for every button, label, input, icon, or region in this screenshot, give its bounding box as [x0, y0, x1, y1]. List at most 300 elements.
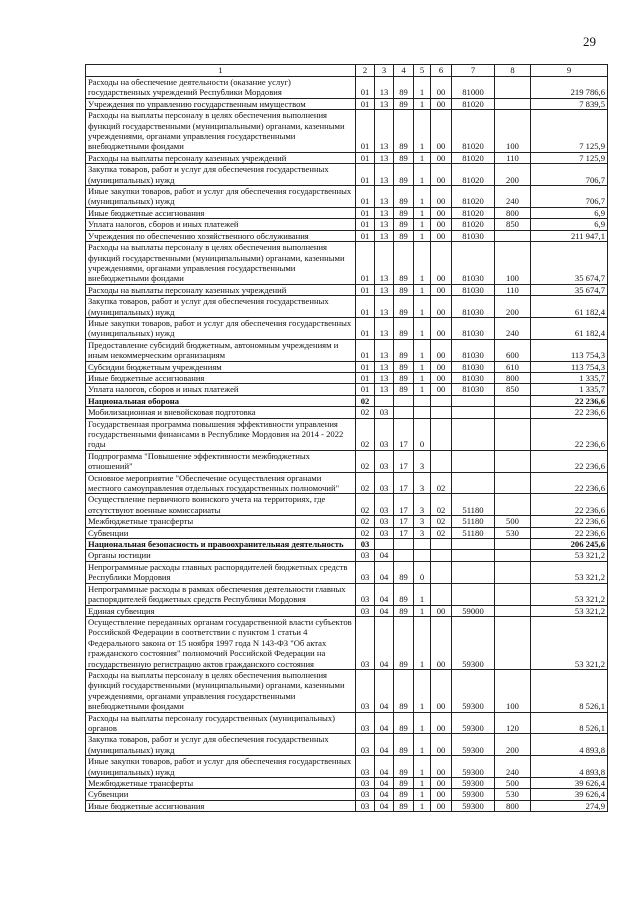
direction-cell — [452, 561, 495, 583]
program-cell: 17 — [394, 516, 414, 527]
item-name-cell: Расходы на выплаты персоналу государственных (муниципальных) органов — [86, 712, 356, 734]
direction-cell: 59300 — [452, 756, 495, 778]
expense-type-cell: 110 — [495, 152, 531, 163]
program-cell: 89 — [394, 712, 414, 734]
amount-cell: 35 674,7 — [531, 242, 608, 285]
program-cell: 89 — [394, 164, 414, 186]
table-row — [86, 186, 608, 208]
direction-cell — [452, 395, 495, 406]
amount-cell: 7 125,9 — [531, 152, 608, 163]
direction-cell: 59300 — [452, 789, 495, 800]
direction-cell: 59300 — [452, 669, 495, 712]
table-row — [86, 152, 608, 163]
subprogram-cell: 3 — [414, 494, 431, 516]
amount-cell: 22 236,6 — [531, 472, 608, 494]
direction-cell: 81030 — [452, 339, 495, 361]
subsection-cell: 03 — [375, 516, 394, 527]
program-cell: 89 — [394, 384, 414, 395]
table-row — [86, 242, 608, 285]
expense-type-cell — [495, 616, 531, 669]
table-row — [86, 450, 608, 472]
expense-type-cell — [495, 605, 531, 616]
table-row — [86, 418, 608, 450]
section-cell: 01 — [356, 339, 375, 361]
measure-cell — [431, 450, 452, 472]
program-cell: 89 — [394, 616, 414, 669]
subsection-cell: 13 — [375, 98, 394, 109]
header-cell: 9 — [531, 65, 608, 77]
program-cell — [394, 539, 414, 550]
program-cell: 89 — [394, 756, 414, 778]
subsection-cell: 04 — [375, 550, 394, 561]
subsection-cell: 04 — [375, 583, 394, 605]
amount-cell: 6,9 — [531, 219, 608, 230]
expense-type-cell — [495, 77, 531, 99]
expense-type-cell: 530 — [495, 527, 531, 538]
table-row — [86, 561, 608, 583]
table-row — [86, 296, 608, 318]
subprogram-cell — [414, 539, 431, 550]
expense-type-cell: 500 — [495, 778, 531, 789]
measure-cell: 00 — [431, 669, 452, 712]
subprogram-cell: 1 — [414, 605, 431, 616]
section-cell: 03 — [356, 734, 375, 756]
expense-type-cell: 850 — [495, 219, 531, 230]
item-name-cell: Органы юстиции — [86, 550, 356, 561]
section-cell: 03 — [356, 583, 375, 605]
program-cell: 89 — [394, 372, 414, 383]
direction-cell: 81030 — [452, 372, 495, 383]
subsection-cell: 03 — [375, 472, 394, 494]
header-cell: 4 — [394, 65, 414, 77]
table-row — [86, 407, 608, 418]
expense-type-cell — [495, 494, 531, 516]
table-row — [86, 317, 608, 339]
direction-cell — [452, 407, 495, 418]
section-cell: 03 — [356, 712, 375, 734]
direction-cell — [452, 418, 495, 450]
expense-type-cell: 240 — [495, 317, 531, 339]
measure-cell: 00 — [431, 230, 452, 241]
subprogram-cell: 1 — [414, 207, 431, 218]
amount-cell: 7 125,9 — [531, 110, 608, 153]
table-row — [86, 616, 608, 669]
section-cell: 01 — [356, 77, 375, 99]
item-name-cell: Осуществление первичного воинского учета на территориях, где отсутствуют военные комиссариаты — [86, 494, 356, 516]
direction-cell: 81030 — [452, 296, 495, 318]
expense-type-cell — [495, 230, 531, 241]
direction-cell: 81020 — [452, 164, 495, 186]
amount-cell: 113 754,3 — [531, 361, 608, 372]
table-row — [86, 207, 608, 218]
expense-type-cell: 800 — [495, 800, 531, 811]
measure-cell: 00 — [431, 339, 452, 361]
item-name-cell: Уплата налогов, сборов и иных платежей — [86, 384, 356, 395]
expense-type-cell: 100 — [495, 242, 531, 285]
expense-type-cell: 110 — [495, 284, 531, 295]
subprogram-cell: 0 — [414, 561, 431, 583]
subsection-cell: 04 — [375, 800, 394, 811]
measure-cell: 00 — [431, 778, 452, 789]
measure-cell — [431, 583, 452, 605]
item-name-cell: Иные закупки товаров, работ и услуг для обеспечения государственных (муниципальных) нужд — [86, 317, 356, 339]
amount-cell: 22 236,6 — [531, 407, 608, 418]
subsection-cell: 03 — [375, 450, 394, 472]
direction-cell: 81000 — [452, 77, 495, 99]
amount-cell: 22 236,6 — [531, 527, 608, 538]
table-row — [86, 372, 608, 383]
amount-cell: 706,7 — [531, 164, 608, 186]
section-cell: 01 — [356, 230, 375, 241]
item-name-cell: Основное мероприятие "Обеспечение осуществления органами местного самоуправления отдельных государственных полномочий" — [86, 472, 356, 494]
measure-cell — [431, 418, 452, 450]
subsection-cell: 13 — [375, 284, 394, 295]
expense-type-cell: 800 — [495, 372, 531, 383]
subprogram-cell: 1 — [414, 77, 431, 99]
table-row — [86, 734, 608, 756]
measure-cell: 00 — [431, 110, 452, 153]
subsection-cell: 04 — [375, 756, 394, 778]
section-cell: 02 — [356, 418, 375, 450]
measure-cell: 00 — [431, 317, 452, 339]
item-name-cell: Расходы на выплаты персоналу в целях обеспечения выполнения функций государственными (муниципальными) органами, казенными учреждениями, органами управления государственными внебюджетными фондами — [86, 669, 356, 712]
program-cell: 17 — [394, 527, 414, 538]
item-name-cell: Иные закупки товаров, работ и услуг для обеспечения государственных (муниципальных) нужд — [86, 756, 356, 778]
subsection-cell: 13 — [375, 361, 394, 372]
direction-cell: 59300 — [452, 734, 495, 756]
direction-cell: 81020 — [452, 110, 495, 153]
table-row — [86, 527, 608, 538]
table-row — [86, 669, 608, 712]
subsection-cell: 13 — [375, 207, 394, 218]
subsection-cell: 13 — [375, 186, 394, 208]
measure-cell — [431, 395, 452, 406]
program-cell: 89 — [394, 284, 414, 295]
item-name-cell: Закупка товаров, работ и услуг для обеспечения государственных (муниципальных) нужд — [86, 296, 356, 318]
amount-cell: 706,7 — [531, 186, 608, 208]
direction-cell — [452, 539, 495, 550]
subsection-cell: 04 — [375, 669, 394, 712]
header-row — [86, 65, 608, 77]
section-cell: 02 — [356, 527, 375, 538]
measure-cell: 00 — [431, 242, 452, 285]
subsection-cell: 03 — [375, 494, 394, 516]
header-cell: 1 — [86, 65, 356, 77]
expense-type-cell — [495, 450, 531, 472]
program-cell: 89 — [394, 734, 414, 756]
subprogram-cell: 1 — [414, 712, 431, 734]
subprogram-cell — [414, 550, 431, 561]
program-cell: 89 — [394, 230, 414, 241]
section-cell: 03 — [356, 550, 375, 561]
measure-cell: 00 — [431, 164, 452, 186]
subsection-cell: 04 — [375, 734, 394, 756]
subprogram-cell: 1 — [414, 789, 431, 800]
measure-cell: 00 — [431, 734, 452, 756]
expense-type-cell: 200 — [495, 296, 531, 318]
expense-type-cell — [495, 550, 531, 561]
amount-cell: 219 786,6 — [531, 77, 608, 99]
program-cell: 89 — [394, 186, 414, 208]
direction-cell: 81020 — [452, 152, 495, 163]
item-name-cell: Предоставление субсидий бюджетным, автономным учреждениям и иным некоммерческим организациям — [86, 339, 356, 361]
amount-cell: 8 526,1 — [531, 712, 608, 734]
measure-cell: 00 — [431, 384, 452, 395]
item-name-cell: Закупка товаров, работ и услуг для обеспечения государственных (муниципальных) нужд — [86, 164, 356, 186]
item-name-cell: Учреждения по обеспечению хозяйственного обслуживания — [86, 230, 356, 241]
subsection-cell: 13 — [375, 219, 394, 230]
amount-cell: 4 893,8 — [531, 756, 608, 778]
expense-type-cell: 610 — [495, 361, 531, 372]
measure-cell: 00 — [431, 207, 452, 218]
section-cell: 01 — [356, 284, 375, 295]
amount-cell: 35 674,7 — [531, 284, 608, 295]
expense-type-cell: 240 — [495, 756, 531, 778]
item-name-cell: Расходы на обеспечение деятельности (оказание услуг) государственных учреждений Республики Мордовия — [86, 77, 356, 99]
subprogram-cell: 1 — [414, 384, 431, 395]
expense-type-cell: 100 — [495, 669, 531, 712]
direction-cell: 81030 — [452, 317, 495, 339]
amount-cell: 22 236,6 — [531, 395, 608, 406]
item-name-cell: Учреждения по управлению государственным имуществом — [86, 98, 356, 109]
section-cell: 01 — [356, 98, 375, 109]
direction-cell: 59300 — [452, 800, 495, 811]
expense-type-cell: 200 — [495, 734, 531, 756]
subprogram-cell: 1 — [414, 616, 431, 669]
item-name-cell: Межбюджетные трансферты — [86, 516, 356, 527]
subsection-cell: 13 — [375, 372, 394, 383]
table-row — [86, 230, 608, 241]
program-cell: 89 — [394, 583, 414, 605]
measure-cell: 00 — [431, 77, 452, 99]
item-name-cell: Межбюджетные трансферты — [86, 778, 356, 789]
amount-cell: 1 335,7 — [531, 372, 608, 383]
direction-cell: 81030 — [452, 230, 495, 241]
amount-cell: 53 321,2 — [531, 616, 608, 669]
direction-cell — [452, 472, 495, 494]
measure-cell — [431, 407, 452, 418]
measure-cell: 00 — [431, 800, 452, 811]
subsection-cell: 04 — [375, 561, 394, 583]
amount-cell: 7 839,5 — [531, 98, 608, 109]
section-cell: 02 — [356, 407, 375, 418]
expense-type-cell: 800 — [495, 207, 531, 218]
program-cell: 89 — [394, 242, 414, 285]
measure-cell — [431, 550, 452, 561]
expense-type-cell: 100 — [495, 110, 531, 153]
program-cell: 17 — [394, 472, 414, 494]
amount-cell: 53 321,2 — [531, 605, 608, 616]
section-cell: 02 — [356, 450, 375, 472]
amount-cell: 22 236,6 — [531, 494, 608, 516]
expense-type-cell — [495, 583, 531, 605]
measure-cell: 00 — [431, 284, 452, 295]
table-row — [86, 98, 608, 109]
measure-cell: 00 — [431, 372, 452, 383]
amount-cell: 22 236,6 — [531, 418, 608, 450]
measure-cell: 02 — [431, 494, 452, 516]
subsection-cell: 03 — [375, 418, 394, 450]
table-row — [86, 164, 608, 186]
direction-cell: 81020 — [452, 98, 495, 109]
direction-cell: 51180 — [452, 516, 495, 527]
header-cell: 3 — [375, 65, 394, 77]
subsection-cell: 13 — [375, 152, 394, 163]
section-cell: 01 — [356, 361, 375, 372]
item-name-cell: Субвенции — [86, 527, 356, 538]
measure-cell: 00 — [431, 712, 452, 734]
subprogram-cell: 1 — [414, 734, 431, 756]
subprogram-cell: 1 — [414, 778, 431, 789]
direction-cell: 51180 — [452, 494, 495, 516]
subprogram-cell: 1 — [414, 800, 431, 811]
item-name-cell: Субвенции — [86, 789, 356, 800]
program-cell: 89 — [394, 361, 414, 372]
program-cell: 89 — [394, 207, 414, 218]
expense-type-cell: 850 — [495, 384, 531, 395]
section-cell: 03 — [356, 539, 375, 550]
subprogram-cell — [414, 407, 431, 418]
table-row — [86, 472, 608, 494]
subprogram-cell: 1 — [414, 756, 431, 778]
section-cell: 03 — [356, 800, 375, 811]
measure-cell: 00 — [431, 98, 452, 109]
direction-cell — [452, 450, 495, 472]
table-row — [86, 800, 608, 811]
measure-cell — [431, 539, 452, 550]
program-cell: 17 — [394, 418, 414, 450]
subprogram-cell: 3 — [414, 472, 431, 494]
subsection-cell — [375, 539, 394, 550]
expense-type-cell: 600 — [495, 339, 531, 361]
amount-cell: 1 335,7 — [531, 384, 608, 395]
subprogram-cell: 3 — [414, 450, 431, 472]
measure-cell: 00 — [431, 361, 452, 372]
header-cell: 2 — [356, 65, 375, 77]
item-name-cell: Расходы на выплаты персоналу казенных учреждений — [86, 152, 356, 163]
direction-cell: 81030 — [452, 242, 495, 285]
program-cell: 89 — [394, 317, 414, 339]
program-cell: 89 — [394, 219, 414, 230]
measure-cell: 02 — [431, 516, 452, 527]
subprogram-cell: 1 — [414, 230, 431, 241]
program-cell: 89 — [394, 789, 414, 800]
section-cell: 01 — [356, 317, 375, 339]
section-cell: 01 — [356, 164, 375, 186]
subprogram-cell: 1 — [414, 98, 431, 109]
header-cell: 8 — [495, 65, 531, 77]
subsection-cell: 13 — [375, 384, 394, 395]
expense-type-cell — [495, 561, 531, 583]
amount-cell: 53 321,2 — [531, 561, 608, 583]
item-name-cell: Расходы на выплаты персоналу казенных учреждений — [86, 284, 356, 295]
measure-cell: 00 — [431, 186, 452, 208]
table-row — [86, 361, 608, 372]
direction-cell: 81020 — [452, 219, 495, 230]
expense-type-cell — [495, 98, 531, 109]
measure-cell: 00 — [431, 789, 452, 800]
amount-cell: 274,9 — [531, 800, 608, 811]
subprogram-cell: 1 — [414, 317, 431, 339]
amount-cell: 39 626,4 — [531, 778, 608, 789]
expense-type-cell — [495, 418, 531, 450]
subprogram-cell: 0 — [414, 418, 431, 450]
direction-cell: 81030 — [452, 361, 495, 372]
subsection-cell: 04 — [375, 789, 394, 800]
subsection-cell: 13 — [375, 164, 394, 186]
expense-type-cell: 500 — [495, 516, 531, 527]
subprogram-cell: 1 — [414, 339, 431, 361]
amount-cell: 53 321,2 — [531, 583, 608, 605]
direction-cell: 59300 — [452, 712, 495, 734]
section-cell: 03 — [356, 669, 375, 712]
subsection-cell: 03 — [375, 407, 394, 418]
amount-cell: 8 526,1 — [531, 669, 608, 712]
program-cell: 89 — [394, 605, 414, 616]
measure-cell: 00 — [431, 756, 452, 778]
direction-cell: 81030 — [452, 384, 495, 395]
section-cell: 01 — [356, 110, 375, 153]
program-cell: 89 — [394, 98, 414, 109]
table-row — [86, 756, 608, 778]
program-cell: 89 — [394, 77, 414, 99]
item-name-cell: Единая субвенция — [86, 605, 356, 616]
amount-cell: 53 321,2 — [531, 550, 608, 561]
subsection-cell: 03 — [375, 527, 394, 538]
subprogram-cell: 1 — [414, 361, 431, 372]
section-cell: 03 — [356, 616, 375, 669]
item-name-cell: Непрограммные расходы главных распорядителей бюджетных средств Республики Мордовия — [86, 561, 356, 583]
program-cell — [394, 395, 414, 406]
table-row — [86, 110, 608, 153]
amount-cell: 206 245,6 — [531, 539, 608, 550]
subprogram-cell: 1 — [414, 284, 431, 295]
direction-cell — [452, 583, 495, 605]
subprogram-cell: 1 — [414, 110, 431, 153]
measure-cell: 02 — [431, 527, 452, 538]
table-row — [86, 77, 608, 99]
measure-cell — [431, 561, 452, 583]
measure-cell: 02 — [431, 472, 452, 494]
program-cell: 17 — [394, 494, 414, 516]
section-cell: 03 — [356, 789, 375, 800]
program-cell — [394, 407, 414, 418]
section-cell: 01 — [356, 152, 375, 163]
amount-cell: 61 182,4 — [531, 296, 608, 318]
amount-cell: 113 754,3 — [531, 339, 608, 361]
table-row — [86, 789, 608, 800]
table-row — [86, 516, 608, 527]
item-name-cell: Субсидии бюджетным учреждениям — [86, 361, 356, 372]
expense-type-cell — [495, 539, 531, 550]
subprogram-cell: 1 — [414, 164, 431, 186]
subsection-cell: 13 — [375, 339, 394, 361]
section-cell: 01 — [356, 207, 375, 218]
section-cell: 01 — [356, 242, 375, 285]
subprogram-cell: 1 — [414, 372, 431, 383]
program-cell: 89 — [394, 561, 414, 583]
subprogram-cell: 1 — [414, 152, 431, 163]
direction-cell: 81030 — [452, 284, 495, 295]
program-cell: 89 — [394, 800, 414, 811]
item-name-cell: Уплата налогов, сборов и иных платежей — [86, 219, 356, 230]
expense-type-cell: 240 — [495, 186, 531, 208]
table-row — [86, 605, 608, 616]
table-row — [86, 550, 608, 561]
program-cell: 89 — [394, 778, 414, 789]
item-name-cell: Иные бюджетные ассигнования — [86, 207, 356, 218]
direction-cell: 59300 — [452, 616, 495, 669]
